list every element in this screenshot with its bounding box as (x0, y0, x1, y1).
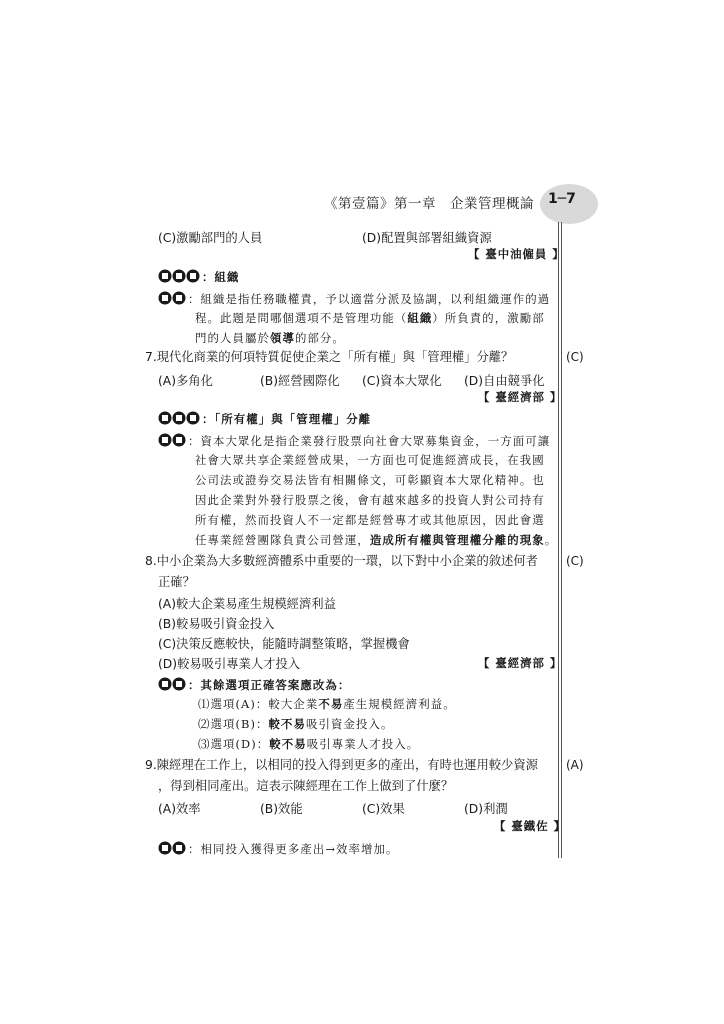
q6-option-c: (C)激勵部門的人員 (158, 231, 263, 245)
analysis-icon (158, 676, 186, 692)
q7-analysis-line-5: 所有權，然而投資人不一定都是經營專才或其他原因，因此會選 (195, 513, 545, 527)
q6-analysis-text-1: ：組織是指任務職權責，予以適當分派及協調，以利組織運作的過 (188, 292, 551, 306)
q8-fix-1a: ⑴選項(A)：較大企業 (198, 697, 319, 711)
q9-stem-line-1 (145, 757, 538, 773)
q9-text-1: 陳經理在工作上，以相同的投入得到更多的產出，有時也運用較少資源 (156, 758, 538, 772)
q9-number: 9. (145, 758, 157, 772)
page-header (0, 184, 724, 224)
q7-analysis-text-6a: 任專業經營團隊負責公司營運， (195, 533, 370, 547)
q8-option-d: (D)較易吸引專業人才投入 (158, 657, 301, 671)
q6-keyword (158, 268, 239, 285)
q8-fix-1b: 不易 (318, 697, 344, 711)
q7-option-d: (D)自由競爭化 (464, 374, 545, 388)
q7-source: 【 臺經濟部 】 (478, 390, 563, 404)
q6-analysis-line-2 (195, 310, 545, 326)
q7-analysis-line-3: 公司法或證券交易法皆有相關條文，可彰顯資本大眾化精神。也 (195, 473, 545, 487)
q6-source: 【 臺中油僱員 】 (468, 247, 565, 261)
q7-answer: (C) (566, 350, 584, 364)
q7-keyword (158, 410, 371, 427)
q8-option-b: (B)較易吸引資金投入 (158, 617, 275, 631)
q8-fix-3a: ⑶選項(D)： (198, 737, 270, 751)
q9-analysis-text-1: ：相同投入獲得更多產出→效率增加。 (188, 842, 399, 856)
q9-analysis-line-1 (158, 840, 399, 857)
q7-analysis-line-4: 因此企業對外發行股票之後，會有越來越多的投資人對公司持有 (195, 493, 545, 507)
q8-fix-3c: 吸引專業人才投入。 (306, 737, 420, 751)
q8-option-a: (A)較大企業易產生規模經濟利益 (158, 597, 336, 611)
q8-fix-2c: 吸引資金投入。 (306, 717, 394, 731)
q9-source: 【 臺鐵佐 】 (494, 819, 566, 833)
q6-analysis-line-3 (195, 330, 345, 346)
q6-analysis-text-2b: 組織 (407, 311, 433, 325)
q7-keyword-text: ：「所有權」與「管理權」分離 (202, 412, 372, 426)
analysis-icon (158, 290, 186, 306)
q8-fix-1 (198, 696, 456, 712)
q6-analysis-text-3c: 的部分。 (294, 331, 345, 345)
analysis-icon (158, 432, 186, 448)
q8-answer: (C) (566, 554, 584, 568)
q9-option-d: (D)利潤 (464, 802, 508, 816)
q7-analysis-text-6b: 造成所有權與管理權分離的現象 (369, 533, 545, 547)
q6-option-d: (D)配置與部署組織資源 (362, 231, 492, 245)
q8-source: 【 臺經濟部 】 (478, 656, 563, 670)
q7-option-a: (A)多角化 (158, 374, 213, 388)
q8-fix-2 (198, 716, 393, 732)
q8-analysis-text-1: ：其餘選項正確答案應改為： (188, 678, 351, 692)
q7-analysis-text-1: ：資本大眾化是指企業發行股票向社會大眾募集資金，一方面可讓 (188, 434, 551, 448)
q8-fix-3b: 較不易 (269, 737, 307, 751)
q7-stem (145, 349, 513, 365)
q6-analysis-text-3b: 領導 (269, 331, 295, 345)
analysis-icon (158, 840, 186, 856)
q6-keyword-text: ：組織 (202, 270, 240, 284)
keyword-icon (158, 410, 200, 426)
q7-analysis-line-2: 社會大眾共享企業經營成果，一方面也可促進經濟成長，在我國 (195, 453, 545, 467)
chapter-title: 《第壹篇》第一章 企業管理概論 (324, 196, 534, 212)
q7-analysis-text-6c: 。 (544, 533, 558, 547)
q8-option-c: (C)決策反應較快，能隨時調整策略，掌握機會 (158, 637, 410, 651)
q9-option-c: (C)效果 (362, 802, 405, 816)
q8-analysis-line-1 (158, 676, 350, 693)
keyword-icon (158, 268, 200, 284)
q9-answer: (A) (566, 758, 584, 772)
q8-fix-2a: ⑵選項(B)： (198, 717, 269, 731)
q8-fix-3 (198, 736, 419, 752)
q9-option-b: (B)效能 (260, 802, 303, 816)
q6-analysis-text-2c: ）所負責的，激勵部 (432, 311, 545, 325)
page-number: 1─7 (548, 191, 576, 207)
q7-option-b: (B)經營國際化 (260, 374, 340, 388)
q7-analysis-line-1 (158, 432, 550, 449)
q7-number: 7. (145, 350, 157, 364)
q9-option-a: (A)效率 (158, 802, 201, 816)
q8-stem-line-1 (145, 553, 538, 569)
q6-analysis-line-1 (158, 290, 550, 307)
q8-number: 8. (145, 554, 157, 568)
q7-text: 現代化商業的何項特質促使企業之「所有權」與「管理權」分離？ (156, 350, 514, 364)
q8-fix-2b: 較不易 (268, 717, 307, 731)
q9-stem-line-2: ，得到相同產出。這表示陳經理在工作上做到了什麼？ (158, 779, 454, 793)
q8-stem-line-2: 正確？ (158, 575, 195, 589)
q7-analysis-line-6 (195, 532, 557, 548)
answer-column-divider (558, 222, 562, 858)
q7-option-c: (C)資本大眾化 (362, 374, 442, 388)
q6-analysis-text-2a: 程。此題是問哪個選項不是管理功能（ (195, 311, 408, 325)
q6-analysis-text-3a: 門的人員屬於 (195, 331, 270, 345)
q8-text-1: 中小企業為大多數經濟體系中重要的一環，以下對中小企業的敘述何者 (156, 554, 538, 568)
q8-fix-1c: 產生規模經濟利益。 (343, 697, 456, 711)
